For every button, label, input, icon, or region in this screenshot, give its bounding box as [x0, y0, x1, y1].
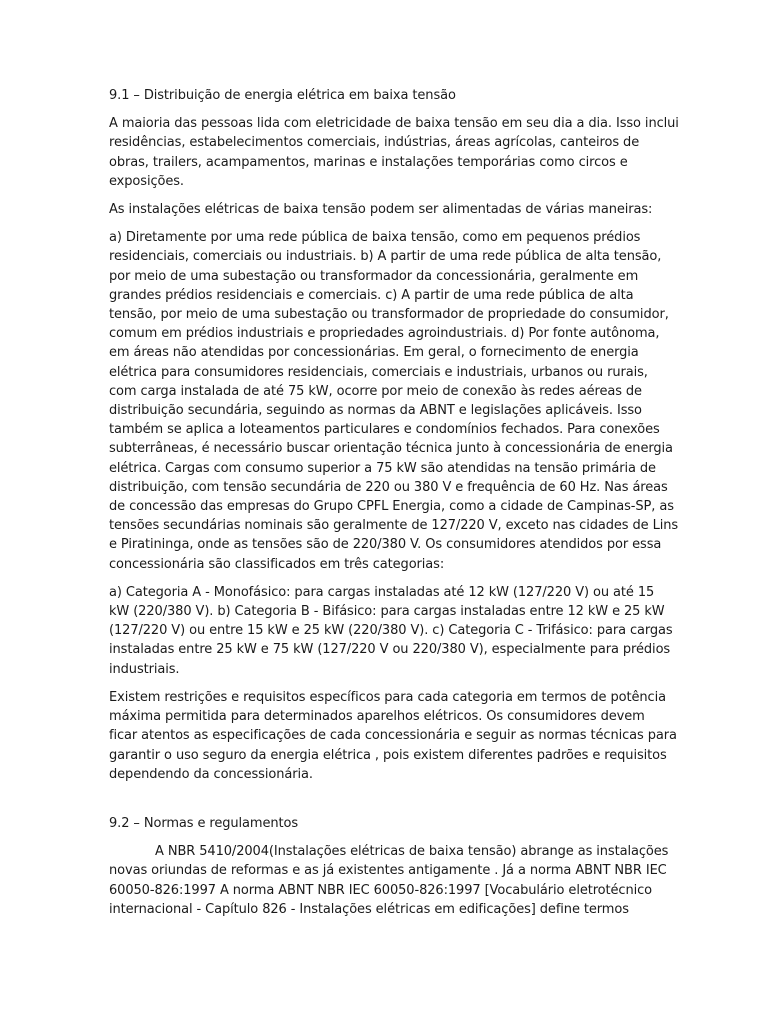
text-line: exposições. [109, 173, 184, 189]
text-line: novas oriundas de reformas e as já existentes antigamente . Já a norma ABNT NBR IEC [109, 863, 667, 879]
text-line: elétrica para consumidores residenciais, comerciais e industriais, urbanos ou rurais, [109, 364, 648, 380]
text-line: e Piratininga, onde as tensões são de 220/380 V. Os consumidores atendidos por essa [109, 537, 662, 553]
paragraph-standards [109, 842, 669, 919]
text-line: distribuição, com tensão secundária de 220 ou 380 V e frequência de 60 Hz. Nas áreas [109, 479, 668, 495]
text-line: garantir o uso seguro da energia elétrica , pois existem diferentes padrões e requisitos [109, 747, 667, 763]
text-line: comum em prédios industriais e propriedades agroindustriais. d) Por fonte autônoma, [109, 326, 660, 342]
text-line: elétrica. Cargas com consumo superior a 75 kW são atendidas na tensão primária de [109, 460, 656, 476]
text-line: ficar atentos as especificações de cada concessionária e seguir as normas técnicas para [109, 728, 677, 744]
text-line: tensão, por meio de uma subestação ou transformador de propriedade do consumidor, [109, 307, 669, 323]
text-line: A NBR 5410/2004(Instalações elétricas de baixa tensão) abrange as instalações [155, 844, 669, 860]
paragraph-categories [109, 583, 673, 679]
document-page [109, 86, 679, 928]
text-line: obras, trailers, acampamentos, marinas e instalações temporárias como circos e [109, 154, 628, 170]
text-line: Existem restrições e requisitos específicos para cada categoria em termos de potência [109, 689, 666, 705]
text-line: de concessão das empresas do Grupo CPFL Energia, como a cidade de Campinas-SP, as [109, 499, 674, 515]
text-line: instaladas entre 25 kW e 75 kW (127/220 V ou 220/380 V), especialmente para prédios [109, 642, 671, 658]
section-heading-9-2: 9.2 – Normas e regulamentos [109, 815, 299, 831]
paragraph-intro [109, 114, 679, 191]
text-line: também se aplica a loteamentos particulares e condomínios fechados. Para conexões [109, 422, 660, 438]
section-heading-9-1: 9.1 – Distribuição de energia elétrica em baixa tensão [109, 88, 456, 103]
paragraph-supply-ways [109, 200, 661, 219]
text-line: grandes prédios residenciais e comerciais. c) A partir de uma rede pública de alta [109, 287, 634, 303]
text-line: (127/220 V) ou entre 15 kW e 25 kW (220/380 V). c) Categoria C - Trifásico: para cargas [109, 623, 673, 639]
text-line: internacional - Capítulo 826 - Instalações elétricas em edificações] define termos [109, 901, 629, 917]
text-line: residenciais, comerciais ou industriais. b) A partir de uma rede pública de alta tensão, [109, 249, 662, 265]
text-line: subterrâneas, é necessário buscar orientação técnica junto à concessionária de energia [109, 441, 673, 457]
text-line: a) Diretamente por uma rede pública de baixa tensão, como em pequenos prédios [109, 230, 641, 246]
paragraph-restrictions [109, 688, 677, 784]
text-line: 60050-826:1997 A norma ABNT NBR IEC 60050-826:1997 [Vocabulário eletrotécnico [109, 882, 653, 898]
text-line: As instalações elétricas de baixa tensão podem ser alimentadas de várias maneiras: [109, 202, 653, 218]
text-line: tensões secundárias nominais são geralmente de 127/220 V, exceto nas cidades de Lins [109, 518, 679, 534]
text-line: kW (220/380 V). b) Categoria B - Bifásico: para cargas instaladas entre 12 kW e 25 kW [109, 604, 665, 620]
text-line: concessionária são classificados em três categorias: [109, 556, 445, 572]
paragraph-supply-options [109, 228, 679, 574]
text-line: industriais. [109, 661, 180, 677]
text-line: máxima permitida para determinados aparelhos elétricos. Os consumidores devem [109, 709, 645, 725]
text-line: residências, estabelecimentos comerciais, indústrias, áreas agrícolas, canteiros de [109, 135, 640, 151]
text-line: A maioria das pessoas lida com eletricidade de baixa tensão em seu dia a dia. Isso inclui [109, 116, 679, 132]
text-line: com carga instalada de até 75 kW, ocorre por meio de conexão às redes aéreas de [109, 383, 642, 399]
text-line: em áreas não atendidas por concessionárias. Em geral, o fornecimento de energia [109, 345, 639, 361]
text-line: por meio de uma subestação ou transformador da concessionária, geralmente em [109, 268, 639, 284]
text-line: dependendo da concessionária. [109, 766, 313, 782]
text-line: distribuição secundária, seguindo as normas da ABNT e legislações aplicáveis. Isso [109, 403, 642, 419]
text-line: a) Categoria A - Monofásico: para cargas instaladas até 12 kW (127/220 V) ou até 15 [109, 584, 655, 600]
